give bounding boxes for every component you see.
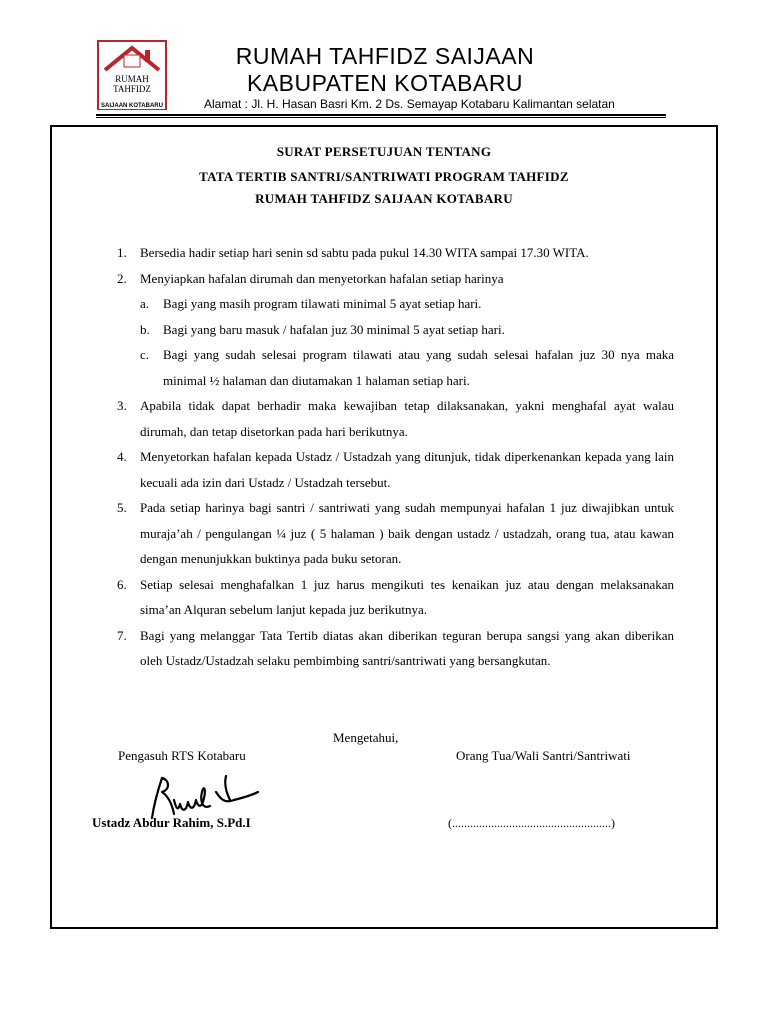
letterhead-divider-thick [96,114,666,116]
logo-text-tahfidz: TAHFIDZ [113,84,151,94]
rule-text: Bagi yang melanggar Tata Tertib diatas akan diberikan teguran berupa sangsi yang akan diberikan oleh Ustadz/Ustadzah selaku pembimbing santri/santriwati yang bersangkutan. [140,627,674,668]
rule-item [117,266,674,292]
organization-name: RUMAH TAHFIDZ SAIJAAN [235,43,535,69]
rule-item [117,240,674,266]
guardian-title: Orang Tua/Wali Santri/Santriwati [456,748,631,763]
guardian-name-blank: (.....................................................) [448,816,615,830]
rule-number: 3. [117,398,127,413]
subrule-text: Bagi yang sudah selesai program tilawati atau yang sudah selesai hafalan juz 30 nya maka minimal ½ halaman dan diutamakan 1 halaman setiap hari. [163,347,674,388]
document-subtitle: TATA TERTIB SANTRI/SANTRIWATI PROGRAM TAHFIDZ [199,169,569,184]
rule-text: Setiap selesai menghafalkan 1 juz harus mengikuti tes kenaikan juz atau dengan melaksanakan sima’an Alquran sebelum lanjut kepada juz berikutnya. [140,576,674,617]
rule-text: Bersedia hadir setiap hari senin sd sabtu pada pukul 14.30 WITA sampai 17.30 WITA. [140,245,589,260]
rule-number: 6. [117,576,127,592]
subrule-text: Bagi yang masih program tilawati minimal 5 ayat setiap hari. [163,296,482,311]
rule-item [117,623,674,674]
rule-item [117,444,674,495]
document-subtitle-institution: RUMAH TAHFIDZ SAIJAAN KOTABARU [255,191,513,206]
document-title: SURAT PERSETUJUAN TENTANG [276,144,492,159]
subrule-item [140,291,674,317]
rules-list [117,240,674,674]
subrule-text: Bagi yang baru masuk / hafalan juz 30 minimal 5 ayat setiap hari. [163,321,505,337]
subrule-item [140,317,674,343]
logo-caption: SAIJAAN KOTABARU [101,103,163,109]
subrule-letter: b. [140,321,150,337]
rule-number: 1. [117,245,127,260]
rule-text: Pada setiap harinya bagi santri / santriwati yang sudah mempunyai hafalan 1 juz diwajibkan untuk muraja’ah / pengulangan ¼ juz ( 5 halaman ) baik dengan ustadz / ustadzah, orang tua, atau kawan dengan menunjukkan buktinya pada buku setoran. [140,500,674,566]
organization-logo [97,40,167,110]
rule-item [117,393,674,444]
rule-number: 5. [117,500,127,515]
subrule-item [140,342,674,393]
caretaker-title: Pengasuh RTS Kotabaru [118,748,246,763]
subrule-letter: c. [140,347,150,362]
organization-region: KABUPATEN KOTABARU [246,70,524,96]
logo-text-rumah: RUMAH [115,74,149,84]
rule-number: 2. [117,270,127,286]
subrule-letter: a. [140,296,150,311]
rule-text: Apabila tidak dapat berhadir maka kewajiban tetap dilaksanakan, yakni menghafal ayat walau dirumah, dan tetap disetorkan pada hari berikutnya. [140,398,674,439]
rule-number: 4. [117,449,127,464]
rule-item [117,572,674,623]
caretaker-name: Ustadz Abdur Rahim, S.Pd.I [92,815,251,830]
rule-text: Menyetorkan hafalan kepada Ustadz / Ustadzah yang ditunjuk, tidak diperkenankan kepada yang lain kecuali ada izin dari Ustadz / Ustadzah tersebut. [140,449,674,490]
letterhead-divider-thin [96,117,666,118]
rule-number: 7. [117,627,127,643]
organization-address: Alamat : Jl. H. Hasan Basri Km. 2 Ds. Semayap Kotabaru Kalimantan selatan [204,97,615,111]
acknowledgement-label: Mengetahui, [333,730,399,745]
rule-item [117,495,674,572]
rule-text: Menyiapkan hafalan dirumah dan menyetorkan hafalan setiap harinya [140,270,504,286]
